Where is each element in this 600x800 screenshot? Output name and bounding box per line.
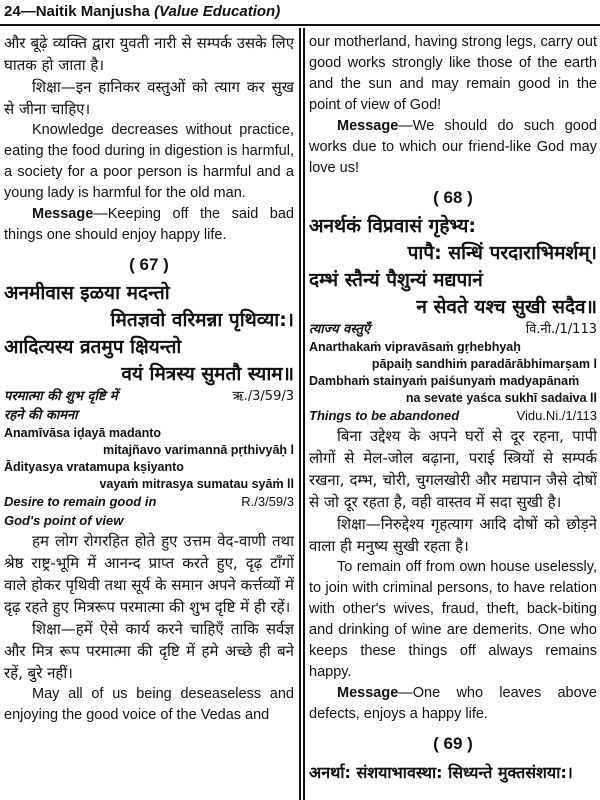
book-subtitle: (Value Education) xyxy=(154,3,281,20)
verse-68-line-1: अनर्थकं विप्रवासं गृहेभ्य: xyxy=(309,215,476,237)
verse-69-line-1: अनर्था: संशयाभावस्था: सिध्यन्ते मुक्तसंशया:। xyxy=(309,763,573,782)
english-message xyxy=(309,116,597,179)
hindi-title-text: परमात्मा की शुभ दृष्टि में xyxy=(4,389,118,404)
english-title-text: Desire to remain good in xyxy=(4,494,157,509)
english-title-text: Things to be abandoned xyxy=(309,408,460,423)
english-paragraph: Knowledge decreases without practice, eating the food during in digestion is harmful, a society for a poor person is harmful and a young lady is harmful for the old man. xyxy=(4,122,294,201)
header-dash: — xyxy=(20,3,36,20)
english-paragraph: our motherland, having strong legs, carry out good works strongly like those of the earth and the sun and may remain good in the point of view of God! xyxy=(309,34,597,113)
transliteration-line: Anarthakaṁ vipravāsaṁ gṛhebhyaḥ xyxy=(309,340,521,354)
message-text: —We should do such good works due to which our friend-like God may love us! xyxy=(309,118,597,176)
verse-67-line-4: वयं मित्रस्य सुमतौ स्याम॥ xyxy=(121,363,294,385)
message-label: Message xyxy=(337,685,399,701)
right-column xyxy=(309,32,597,800)
book-title: Naitik Manjusha xyxy=(35,3,150,20)
column-divider xyxy=(299,28,305,800)
english-reference: R./3/59/3 xyxy=(241,494,294,509)
hindi-paragraph: बिना उद्देश्य के अपने घरों से दूर रहना, पापी लोगों से मेल-जोल बढ़ाना, पराई स्त्रियों से सम्पर्क रखना, दम्भ, चोरी, चुगलखोरी और मद्यपान जैसे दोषों से जो दूर रहता है, वही वास्तव में सदा सुखी है। xyxy=(309,427,597,511)
hindi-message: शिक्षा—इन हानिकर वस्तुओं को त्याग कर सुख से जीना चाहिए। xyxy=(4,78,294,118)
hindi-paragraph: हम लोग रोगरहित होते हुए उत्तम वेद-वाणी तथा श्रेष्ठ राष्ट्र-भूमि में आनन्द प्राप्त करते हुए, दृढ़ टाँगों वाले होकर पृथिवी तथा सूर्य के समान अपने कर्त्तव्यों में दृढ़ रहते हुए मित्ररूप परमात्मा की शुभ दृष्टि में ही रहें। xyxy=(4,532,294,616)
verse-67-hindi-title xyxy=(4,388,294,406)
verse-67-english-title xyxy=(4,493,294,511)
message-label: Message xyxy=(337,118,399,134)
verse-68-line-3: दम्भं स्तैन्यं पैशुन्यं मद्यपानं xyxy=(309,269,483,291)
transliteration-line: Anamīvāsa iḍayā madanto xyxy=(4,426,162,440)
hindi-title-cont: रहने की कामना xyxy=(4,408,78,423)
verse-68-hindi-title xyxy=(309,321,597,339)
running-header xyxy=(0,0,600,24)
english-title-cont: God's point of view xyxy=(4,513,124,528)
hindi-paragraph: और बूढ़े व्यक्ति द्वारा युवती नारी से सम्पर्क उसके लिए घातक हो जाता है। xyxy=(4,34,294,74)
hindi-reference: वि.नी./1/113 xyxy=(525,322,597,337)
transliteration-line: pāpaiḥ sandhiṁ paradārābhimarṣam l xyxy=(371,357,597,371)
english-message xyxy=(4,204,294,246)
verse-number-69: ( 69 ) xyxy=(433,734,473,753)
page-number: 24 xyxy=(4,3,21,20)
verse-67-line-3: आदित्यस्य व्रतमुप क्षियन्तो xyxy=(4,336,182,358)
english-paragraph: May all of us being deseaseless and enjoying the good voice of the Vedas and xyxy=(4,686,294,723)
verse-number-68: ( 68 ) xyxy=(433,188,473,207)
english-message xyxy=(309,683,597,725)
header-rule xyxy=(0,24,600,26)
left-column xyxy=(4,32,294,800)
english-reference: Vidu.Ni./1/113 xyxy=(516,408,597,423)
verse-68-line-2: पापै: सन्धिं परदाराभिमर्शम्। xyxy=(407,242,597,264)
transliteration-line: mitajñavo varimannā pṛthivyāḥ l xyxy=(102,443,294,457)
hindi-reference: ऋ./3/59/3 xyxy=(232,389,294,404)
english-paragraph: To remain off from own house uselessly, to join with criminal persons, to have relation with other's wives, fraud, theft, back-biting and drinking of wine are demerits. One who keeps these things off always remains happy. xyxy=(309,559,597,680)
hindi-message: शिक्षा—निरुद्देश्य गृहत्याग आदि दोषों को छोड़ने वाला ही मनुष्य सुखी रहता है। xyxy=(309,515,597,555)
transliteration-line: Ādityasya vratamupa kṣiyanto xyxy=(4,460,184,474)
transliteration-line: vayaṁ mitrasya sumatau syāṁ ll xyxy=(99,477,294,491)
hindi-message: शिक्षा—हमें ऐसे कार्य करने चाहिएँ ताकि सर्वज्ञ और मित्र रूप परमात्मा की दृष्टि में हमे अच्छे ही बने रहें, बुरे नहीं। xyxy=(4,620,294,682)
verse-number-67: ( 67 ) xyxy=(129,255,169,274)
transliteration-line: na sevate yaśca sukhī sadaiva ll xyxy=(405,391,597,405)
message-text: —One who leaves above defects, enjoys a happy life. xyxy=(309,685,597,722)
verse-67-line-1: अनमीवास इळया मदन्तो xyxy=(4,282,170,304)
hindi-title-text: त्याज्य वस्तुएँ xyxy=(309,322,371,337)
verse-68-english-title xyxy=(309,407,597,425)
message-text: —Keeping off the said bad things one should enjoy happy life. xyxy=(4,206,294,243)
transliteration-line: Dambhaṁ stainyaṁ paiśunyaṁ madyapānaṁ xyxy=(309,374,580,388)
message-label: Message xyxy=(32,206,94,222)
verse-68-line-4: न सेवते यश्च सुखी सदैव॥ xyxy=(416,296,597,318)
verse-67-line-2: मितज्ञवो वरिमन्ना पृथिव्या:। xyxy=(110,309,294,331)
